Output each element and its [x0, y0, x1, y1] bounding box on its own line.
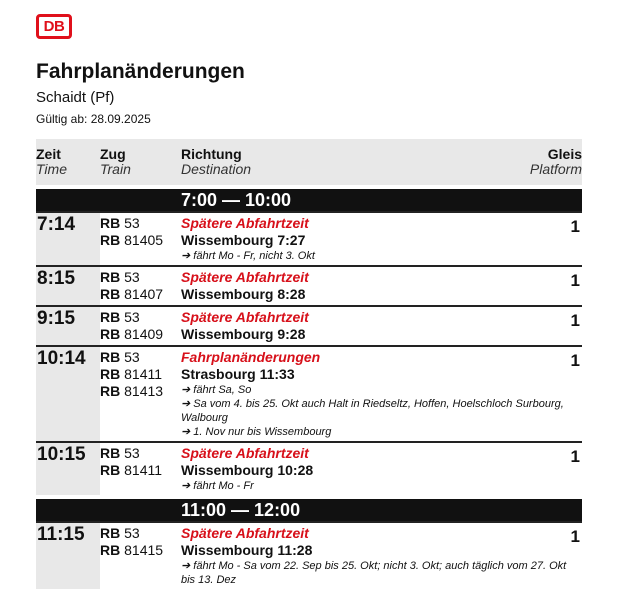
departure-time-value: 10:14 [37, 348, 86, 369]
db-logo: DB [36, 14, 72, 39]
train-type: RB [100, 542, 121, 558]
train-type: RB [100, 286, 121, 302]
destination-info [181, 523, 582, 589]
destination: Wissembourg 8:28 [181, 286, 306, 302]
train-number [100, 326, 181, 343]
train-id: 53 [124, 309, 140, 325]
train-number [100, 309, 181, 326]
status-label: Spätere Abfahrtzeit [181, 269, 309, 285]
train-number [100, 349, 181, 366]
platform-number: 1 [570, 271, 580, 290]
service-note: ➔ fährt Mo - Fr [181, 480, 254, 492]
train-number [100, 525, 181, 542]
departure-time [36, 347, 100, 441]
time-band-label: 7:00 — 10:00 [181, 190, 292, 210]
departure-time-value: 7:14 [37, 214, 76, 235]
train-list [100, 267, 181, 305]
train-number [100, 383, 181, 400]
page-title: Fahrplanänderungen [36, 60, 245, 83]
train-number [100, 215, 181, 232]
train-number [100, 366, 181, 383]
platform-number: 1 [570, 351, 580, 370]
service-note: ➔ fährt Mo - Sa vom 22. Sep bis 25. Okt; nicht 3. Okt; auch täglich vom 27. Okt bis 13. Dez [181, 560, 567, 586]
train-id: 81411 [124, 462, 163, 478]
destination: Strasbourg 11:33 [181, 366, 295, 382]
train-id: 81413 [124, 383, 164, 399]
table-header [36, 139, 582, 185]
status-label: Spätere Abfahrtzeit [181, 215, 309, 231]
train-id: 53 [124, 525, 140, 541]
departure-time [36, 523, 100, 589]
departure-time-value: 9:15 [37, 308, 76, 329]
destination-info [181, 443, 582, 495]
train-number [100, 542, 181, 559]
train-type: RB [100, 349, 121, 365]
train-type: RB [100, 383, 121, 399]
train-type: RB [100, 215, 121, 231]
service-note: ➔ fährt Mo - Fr, nicht 3. Okt [181, 250, 315, 262]
train-type: RB [100, 232, 121, 248]
train-id: 53 [124, 269, 140, 285]
status-label: Spätere Abfahrtzeit [181, 525, 309, 541]
service-note: ➔ fährt Sa, So [181, 384, 252, 396]
train-id: 81405 [124, 232, 164, 248]
train-number [100, 462, 181, 479]
train-list [100, 523, 181, 589]
destination-info [181, 307, 582, 345]
service-note: ➔ 1. Nov nur bis Wissembourg [181, 426, 332, 438]
train-type: RB [100, 269, 121, 285]
destination-info [181, 213, 582, 265]
train-number [100, 286, 181, 303]
time-band [36, 495, 582, 521]
departure-time-value: 10:15 [37, 444, 86, 465]
status-label: Spätere Abfahrtzeit [181, 445, 309, 461]
train-type: RB [100, 326, 121, 342]
table-row [36, 305, 582, 345]
time-band [36, 185, 582, 211]
destination: Wissembourg 7:27 [181, 232, 306, 248]
platform-number: 1 [570, 527, 580, 546]
table-row [36, 441, 582, 495]
header-train: Zug Train [100, 146, 131, 177]
table-row [36, 345, 582, 441]
status-label: Fahrplanänderungen [181, 349, 321, 365]
train-id: 81409 [124, 326, 164, 342]
station-name: Schaidt (Pf) [36, 89, 115, 106]
train-type: RB [100, 462, 121, 478]
train-type: RB [100, 309, 121, 325]
destination: Wissembourg 9:28 [181, 326, 306, 342]
valid-from: Gültig ab: 28.09.2025 [36, 112, 151, 126]
platform-number: 1 [570, 311, 580, 330]
service-note: ➔ Sa vom 4. bis 25. Okt auch Halt in Riedseltz, Hoffen, Hoelschloch Surbourg, Walbourg [181, 398, 564, 424]
table-row [36, 521, 582, 589]
destination: Wissembourg 11:28 [181, 542, 313, 558]
departure-time [36, 307, 100, 345]
timetable-body [36, 185, 582, 589]
departure-time-value: 8:15 [37, 268, 76, 289]
time-band-label: 11:00 — 12:00 [181, 500, 301, 520]
destination-info [181, 347, 582, 441]
departure-time-value: 11:15 [37, 524, 85, 545]
train-type: RB [100, 525, 121, 541]
table-row [36, 211, 582, 265]
train-number [100, 445, 181, 462]
train-type: RB [100, 366, 121, 382]
train-list [100, 347, 181, 441]
train-number [100, 232, 181, 249]
timetable [36, 139, 582, 589]
departure-time [36, 267, 100, 305]
train-id: 81415 [124, 542, 164, 558]
train-list [100, 443, 181, 495]
header-destination: Richtung Destination [181, 146, 252, 177]
train-id: 53 [124, 349, 140, 365]
destination-info [181, 267, 582, 305]
header-platform: Gleis Platform [529, 146, 582, 177]
train-list [100, 307, 181, 345]
train-number [100, 269, 181, 286]
destination: Wissembourg 10:28 [181, 462, 314, 478]
departure-time [36, 443, 100, 495]
train-id: 53 [124, 445, 140, 461]
departure-time [36, 213, 100, 265]
train-type: RB [100, 445, 121, 461]
train-id: 53 [124, 215, 140, 231]
train-id: 81407 [124, 286, 164, 302]
status-label: Spätere Abfahrtzeit [181, 309, 309, 325]
platform-number: 1 [570, 217, 580, 236]
header-time: Zeit Time [36, 146, 67, 177]
train-id: 81411 [124, 366, 163, 382]
platform-number: 1 [570, 447, 580, 466]
train-list [100, 213, 181, 265]
table-row [36, 265, 582, 305]
